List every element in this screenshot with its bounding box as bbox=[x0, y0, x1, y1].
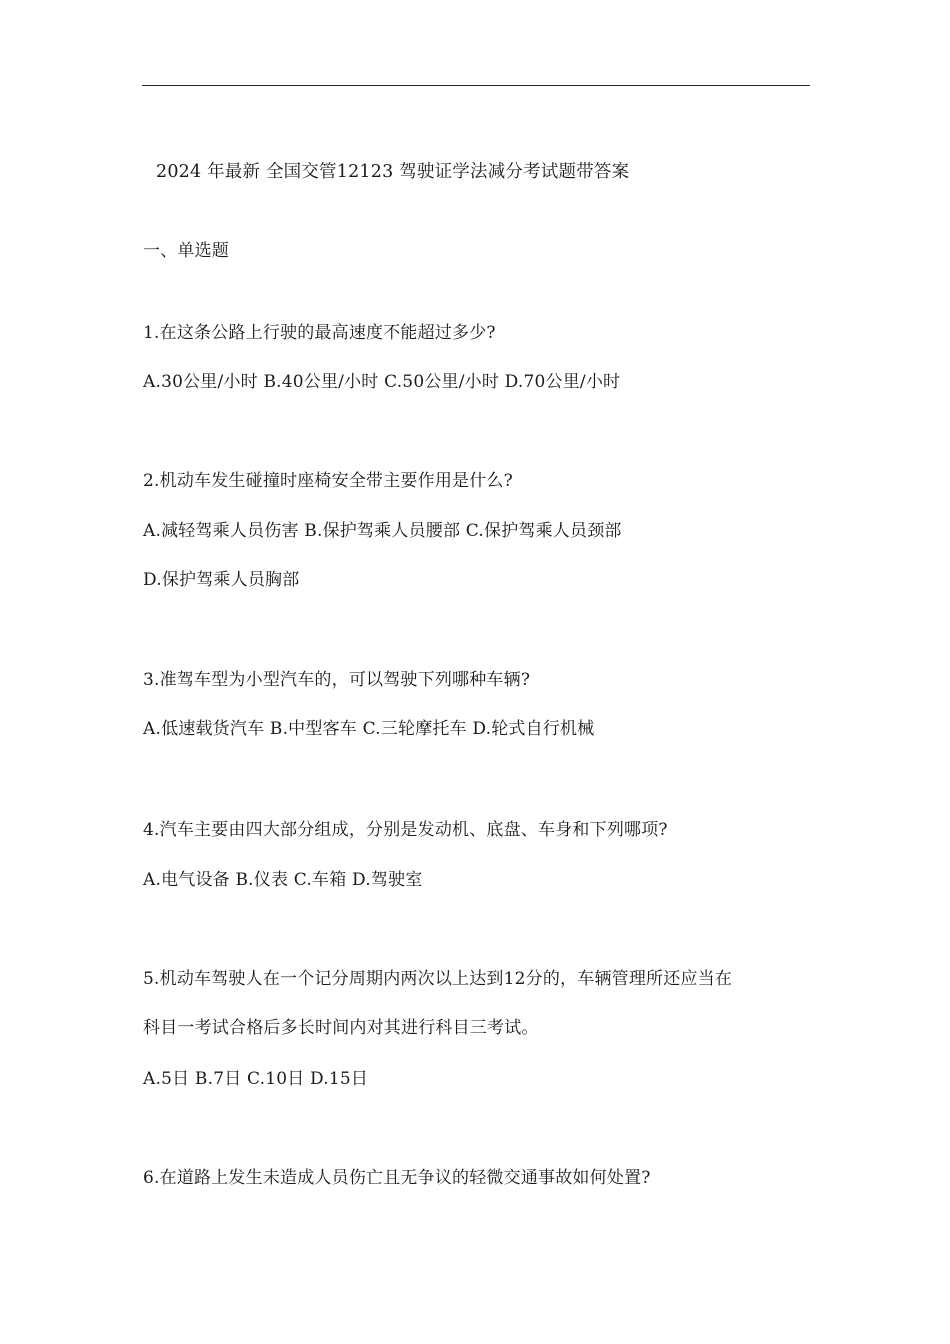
document-title: 2024 年最新 全国交管12123 驾驶证学法减分考试题带答案 bbox=[156, 162, 630, 182]
question-3: 3.准驾车型为小型汽车的，可以驾驶下列哪种车辆? bbox=[143, 670, 531, 690]
question-6: 6.在道路上发生未造成人员伤亡且无争议的轻微交通事故如何处置? bbox=[143, 1168, 651, 1188]
question-2-options-cont: D.保护驾乘人员胸部 bbox=[143, 570, 300, 590]
top-rule bbox=[142, 85, 810, 86]
question-5: 5.机动车驾驶人在一个记分周期内两次以上达到12分的，车辆管理所还应当在 bbox=[143, 969, 733, 989]
question-5-options: A.5日 B.7日 C.10日 D.15日 bbox=[143, 1069, 369, 1089]
question-2-options: A.减轻驾乘人员伤害 B.保护驾乘人员腰部 C.保护驾乘人员颈部 bbox=[143, 521, 622, 541]
question-1: 1.在这条公路上行驶的最高速度不能超过多少? bbox=[143, 323, 496, 343]
question-4: 4.汽车主要由四大部分组成，分别是发动机、底盘、车身和下列哪项? bbox=[143, 820, 668, 840]
section-heading: 一、单选题 bbox=[143, 241, 229, 261]
question-4-options: A.电气设备 B.仪表 C.车箱 D.驾驶室 bbox=[143, 870, 423, 890]
question-5-cont: 科目一考试合格后多长时间内对其进行科目三考试。 bbox=[143, 1018, 539, 1038]
question-2: 2.机动车发生碰撞时座椅安全带主要作用是什么? bbox=[143, 471, 513, 491]
question-3-options: A.低速载货汽车 B.中型客车 C.三轮摩托车 D.轮式自行机械 bbox=[143, 719, 595, 739]
question-1-options: A.30公里/小时 B.40公里/小时 C.50公里/小时 D.70公里/小时 bbox=[143, 372, 621, 392]
